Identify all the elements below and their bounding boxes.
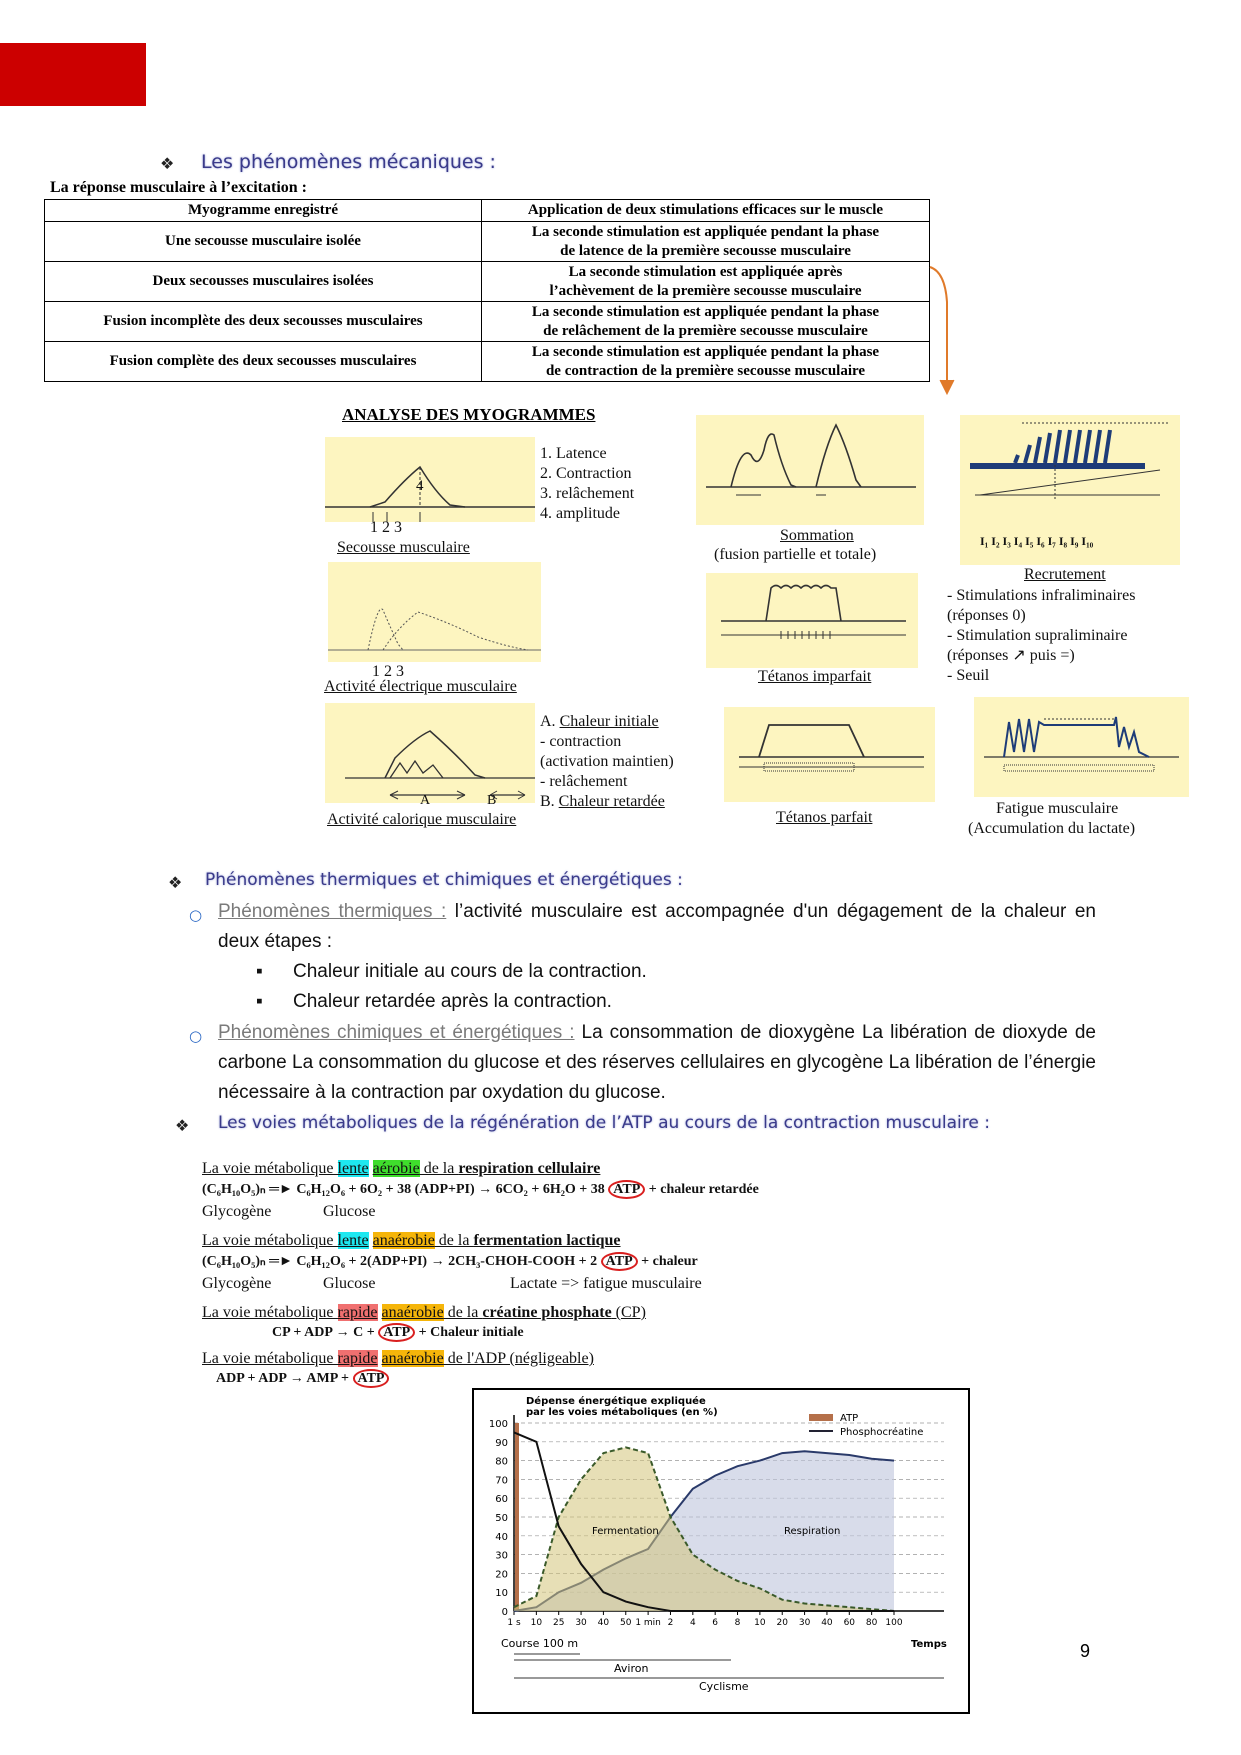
legend-label: ATP	[840, 1413, 859, 1424]
legend-line: - Stimulation supraliminaire	[947, 627, 1128, 644]
activity-label: Cyclisme	[699, 1680, 749, 1693]
table-cell: Une secousse musculaire isolée	[45, 222, 482, 262]
text-part: La voie métabolique	[202, 1160, 338, 1177]
sommation-curve	[696, 415, 924, 525]
cell-line: de contraction de la première secousse musculaire	[545, 362, 866, 379]
tetanos-imparfait-caption: Tétanos imparfait	[758, 668, 872, 685]
secousse-panel	[325, 437, 535, 522]
sommation-caption: Sommation	[780, 527, 854, 544]
label-respiration: Respiration	[784, 1526, 841, 1537]
legend-line: 2. Contraction	[540, 465, 632, 482]
table-cell	[482, 262, 930, 302]
text-part: (CP)	[611, 1304, 646, 1321]
y-tick-label: 80	[495, 1456, 508, 1468]
analysis-title: ANALYSE DES MYOGRAMMES	[342, 405, 596, 424]
y-tick-label: 30	[495, 1550, 508, 1562]
text-part: anaérobie	[381, 1304, 444, 1321]
text-part: lente	[337, 1232, 369, 1249]
legend-swatch-atp	[809, 1414, 833, 1421]
recrutement-ticks: I₁ I₂ I₃ I₄ I₅ I₆ I₇ I₈ I₉ I₁₀	[980, 534, 1094, 548]
text-part: respiration cellulaire	[458, 1160, 601, 1177]
sommation-panel	[696, 415, 924, 525]
legend-line: - contraction	[540, 733, 622, 750]
x-tick-label: 25	[552, 1618, 565, 1628]
electrique-curve	[328, 562, 541, 662]
table-cell: Fusion incomplète des deux secousses musculaires	[45, 302, 482, 342]
response-table	[44, 199, 930, 382]
cp-equation	[272, 1325, 524, 1341]
ferm-heading	[202, 1232, 621, 1250]
legend-line: - relâchement	[540, 773, 628, 790]
table-cell	[482, 302, 930, 342]
phase-labels: 1 2 3	[372, 663, 404, 680]
eq-text: (C₆H₁₀O₅)ₙ ═► C₆H₁₂O₆ + 2(ADP+PI) → 2CH₃-CHOH-COOH + 2	[202, 1254, 601, 1269]
secousse-legend	[540, 444, 634, 524]
eq-text: (C₆H₁₀O₅)ₙ ═► C₆H₁₂O₆ + 6O₂ + 38 (ADP+PI) → 6CO₂ + 6H₂O + 38	[202, 1182, 609, 1197]
adp-heading	[202, 1350, 594, 1368]
x-tick-label: 8	[734, 1618, 741, 1628]
x-tick-label: 30	[575, 1618, 587, 1628]
legend-prefix: A.	[540, 713, 560, 730]
legend-line	[540, 712, 674, 732]
resp-under	[202, 1203, 271, 1221]
thermal-label: Phénomènes thermiques :	[218, 901, 447, 922]
phase-labels: 1 2 3	[370, 519, 402, 536]
legend-line: (activation maintien)	[540, 753, 674, 770]
y-tick-label: 100	[488, 1419, 508, 1430]
x-tick-label: 80	[865, 1618, 878, 1628]
thermal-paragraph	[218, 897, 1096, 957]
x-tick-label: 40	[597, 1618, 610, 1628]
y-tick-label: 70	[495, 1475, 508, 1487]
eq-text: + chaleur	[637, 1254, 698, 1269]
energy-chart	[472, 1388, 970, 1714]
legend-line: 4. amplitude	[540, 505, 620, 522]
legend-line: - Seuil	[947, 667, 990, 684]
tetanos-parfait-panel	[724, 707, 935, 802]
bullet-diamond-icon: ❖	[160, 154, 175, 173]
fatigue-curve	[974, 697, 1189, 797]
circle-bullet-icon: ○	[189, 906, 203, 924]
sommation-sub: (fusion partielle et totale)	[714, 546, 877, 563]
circle-bullet-icon: ○	[189, 1027, 203, 1045]
atp-circle-icon: ATP	[353, 1369, 390, 1388]
ferm-equation	[202, 1253, 698, 1270]
x-tick-label: 20	[776, 1618, 788, 1628]
legend-line: 3. relâchement	[540, 485, 635, 502]
thermal-text: l’activité musculaire est accompagnée d'un dégagement de la chaleur en deux étapes :	[218, 901, 1096, 952]
text-part: aérobie	[372, 1160, 420, 1177]
atp-bar	[515, 1423, 519, 1611]
energy-chart-svg	[474, 1390, 968, 1712]
cell-line: l’achèvement de la première secousse musculaire	[549, 282, 862, 299]
text-part: rapide	[337, 1350, 378, 1367]
atp-circle-icon: ATP	[608, 1180, 645, 1199]
table-header: Application de deux stimulations efficaces sur le muscle	[482, 200, 930, 222]
bullet-diamond-icon: ❖	[168, 873, 183, 892]
table-row	[45, 302, 930, 342]
x-tick-label: 1 s	[507, 1618, 521, 1628]
x-tick-label: 10	[754, 1618, 766, 1628]
recrutement-caption: Recrutement	[1024, 566, 1106, 583]
text-part: rapide	[337, 1304, 378, 1321]
cp-heading	[202, 1304, 646, 1322]
x-tick-label: 10	[530, 1618, 543, 1628]
x-tick-label: 4	[689, 1618, 696, 1628]
table-cell	[482, 222, 930, 262]
x-tick-label: 100	[885, 1618, 903, 1628]
text-part: lente	[337, 1160, 369, 1177]
ferm-under: Glucose	[323, 1275, 376, 1292]
square-bullet-icon: ▪	[256, 961, 263, 982]
text-part: La voie métabolique	[202, 1304, 338, 1321]
text-part: de la	[419, 1160, 459, 1177]
eq-text: CP + ADP → C +	[272, 1325, 379, 1340]
y-tick-label: 20	[495, 1569, 508, 1581]
y-tick-label: 60	[495, 1494, 508, 1506]
electrique-panel	[328, 562, 541, 662]
table-row	[45, 342, 930, 382]
table-cell: Deux secousses musculaires isolées	[45, 262, 482, 302]
ferm-under: Glycogène	[202, 1275, 272, 1292]
x-axis-title: Temps	[911, 1639, 947, 1650]
bullet-text: Chaleur retardée après la contraction.	[293, 991, 612, 1012]
text-part: de l'ADP (négligeable)	[443, 1350, 594, 1367]
eq-text: + Chaleur initiale	[415, 1325, 524, 1340]
bullet-diamond-icon: ❖	[175, 1116, 190, 1135]
eq-text: + chaleur retardée	[645, 1182, 759, 1197]
chem-text: La consommation de dioxygène La libération de dioxyde de carbone La consommation du glucose et des réserves cellulaires en glycogène La libération de l’énergie nécessaire à la contraction par oxydation du glucose.	[218, 1022, 1096, 1103]
chem-label: Phénomènes chimiques et énergétiques :	[218, 1022, 575, 1043]
cell-line: de relâchement de la première secousse musculaire	[543, 322, 868, 339]
chemical-paragraph	[218, 1018, 1096, 1108]
legend-line: - Stimulations infraliminaires	[947, 587, 1136, 604]
activity-label: Course 100 m	[501, 1637, 579, 1650]
cell-line: de latence de la première secousse musculaire	[560, 242, 851, 259]
text-part: créatine phosphate	[482, 1304, 612, 1321]
legend-prefix: B.	[540, 793, 559, 810]
tetanos-imparfait-panel	[706, 573, 918, 668]
text-part: anaérobie	[381, 1350, 444, 1367]
table-caption: La réponse musculaire à l’excitation :	[50, 179, 308, 196]
calorique-legend	[540, 712, 674, 812]
text-part: La voie métabolique	[202, 1232, 338, 1249]
header-red-block	[0, 43, 146, 106]
activity-label: Aviron	[614, 1662, 649, 1675]
table-row	[45, 222, 930, 262]
legend-heading: Chaleur retardée	[558, 793, 665, 810]
peak-label: 4	[416, 478, 424, 494]
fatigue-sub: (Accumulation du lactate)	[968, 820, 1136, 837]
calorique-panel	[325, 703, 535, 803]
table-header-row	[45, 200, 930, 222]
table-row	[45, 262, 930, 302]
x-tick-label: 50	[620, 1618, 632, 1628]
y-tick-label: 50	[495, 1513, 508, 1524]
chart-title-line1: Dépense énergétique expliquée	[526, 1396, 706, 1407]
text-part: fermentation lactique	[473, 1232, 621, 1249]
x-tick-label: 6	[712, 1618, 719, 1628]
cell-line: La seconde stimulation est appliquée après	[568, 263, 843, 280]
table-cell: Fusion complète des deux secousses musculaires	[45, 342, 482, 382]
resp-equation	[202, 1181, 759, 1198]
legend-label: Phosphocréatine	[840, 1427, 924, 1438]
legend-heading: Chaleur initiale	[559, 713, 659, 730]
cell-line: La seconde stimulation est appliquée pendant la phase	[531, 223, 880, 240]
text-part: de la	[443, 1304, 483, 1321]
text-part: de la	[434, 1232, 474, 1249]
thermo-title: Phénomènes thermiques et chimiques et énergétiques :	[205, 870, 683, 890]
tetanos-parfait-caption: Tétanos parfait	[776, 809, 873, 826]
calorique-caption: Activité calorique musculaire	[327, 811, 517, 828]
legend-line: 1. Latence	[540, 445, 607, 462]
text-part: La voie métabolique	[202, 1350, 338, 1367]
atp-circle-icon: ATP	[601, 1252, 638, 1271]
mark-b: B	[487, 793, 497, 808]
resp-heading	[202, 1160, 600, 1178]
y-tick-label: 90	[495, 1437, 508, 1449]
x-tick-label: 30	[798, 1618, 811, 1628]
fatigue-panel	[974, 697, 1189, 797]
calorique-curve	[325, 703, 535, 803]
x-tick-label: 60	[843, 1618, 856, 1628]
y-tick-label: 40	[495, 1531, 508, 1543]
x-tick-label: 1 min	[635, 1618, 661, 1628]
orange-arrow-icon	[925, 262, 965, 402]
x-tick-label: 40	[821, 1618, 833, 1628]
legend-line	[540, 792, 674, 812]
mark-a: A	[420, 793, 431, 808]
chart-title-line2: par les voies métaboliques (en %)	[526, 1407, 718, 1418]
page-number: 9	[1080, 1641, 1091, 1661]
label-fermentation: Fermentation	[592, 1526, 659, 1537]
adp-equation	[216, 1371, 389, 1387]
y-tick-label: 10	[495, 1588, 508, 1600]
mechanical-title: Les phénomènes mécaniques :	[201, 151, 496, 173]
tetanos-imparfait-curve	[706, 573, 918, 668]
x-tick-label: 2	[667, 1618, 674, 1628]
legend-line: (réponses ↗ puis =)	[947, 647, 1075, 664]
recrutement-legend	[947, 586, 1135, 686]
secousse-caption: Secousse musculaire	[337, 539, 470, 556]
text-part: anaérobie	[372, 1232, 435, 1249]
legend-line: (réponses 0)	[947, 607, 1026, 624]
table-cell	[482, 342, 930, 382]
fatigue-caption: Fatigue musculaire	[996, 800, 1119, 817]
text-part: Glycogène	[202, 1203, 272, 1220]
secousse-curve	[325, 437, 535, 522]
square-bullet-icon: ▪	[256, 991, 263, 1012]
electrique-caption: Activité électrique musculaire	[324, 678, 517, 695]
cell-line: La seconde stimulation est appliquée pendant la phase	[531, 303, 880, 320]
bullet-text: Chaleur initiale au cours de la contraction.	[293, 961, 647, 982]
cell-line: La seconde stimulation est appliquée pendant la phase	[531, 343, 880, 360]
resp-under: Glucose	[323, 1203, 376, 1220]
table-header: Myogramme enregistré	[45, 200, 482, 222]
y-tick-label: 0	[501, 1607, 508, 1618]
eq-text: ADP + ADP → AMP +	[216, 1371, 353, 1386]
metabolic-title: Les voies métaboliques de la régénération de l’ATP au cours de la contraction musculaire :	[218, 1113, 990, 1133]
ferm-under: Lactate => fatigue musculaire	[510, 1275, 702, 1292]
atp-circle-icon: ATP	[378, 1323, 415, 1342]
tetanos-parfait-curve	[724, 707, 935, 802]
